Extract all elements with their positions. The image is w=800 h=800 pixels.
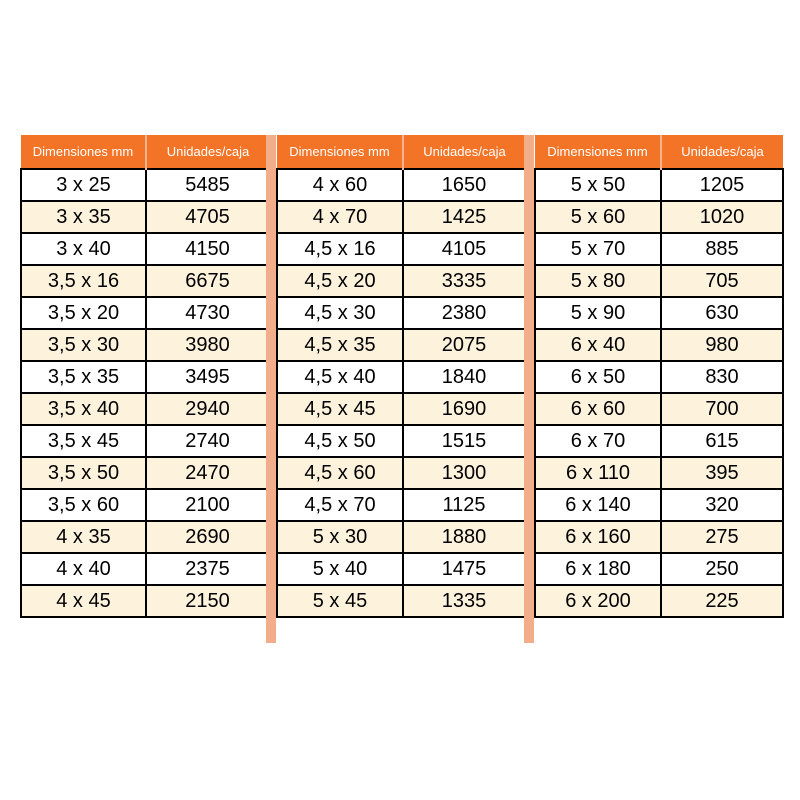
- table-row: [535, 553, 783, 585]
- units-cell: 1205: [661, 169, 783, 201]
- table-row: [535, 201, 783, 233]
- dimension-cell: 6 x 50: [535, 361, 661, 393]
- dimension-cell: 4,5 x 16: [277, 233, 403, 265]
- table-header-row: [535, 135, 783, 169]
- table-row: [277, 489, 525, 521]
- dimension-cell: 3 x 40: [21, 233, 146, 265]
- dimension-cell: 3,5 x 30: [21, 329, 146, 361]
- units-cell: 630: [661, 297, 783, 329]
- table-row: [535, 425, 783, 457]
- column-separator: [524, 135, 534, 643]
- dimension-cell: 3,5 x 35: [21, 361, 146, 393]
- units-cell: 885: [661, 233, 783, 265]
- table-body-2: [277, 169, 525, 617]
- dimension-cell: 4 x 40: [21, 553, 146, 585]
- table-row: [535, 169, 783, 201]
- dimension-cell: 5 x 90: [535, 297, 661, 329]
- dimension-cell: 3,5 x 40: [21, 393, 146, 425]
- units-cell: 5485: [146, 169, 269, 201]
- dimension-cell: 3,5 x 45: [21, 425, 146, 457]
- units-cell: 1840: [403, 361, 525, 393]
- table-row: [21, 329, 269, 361]
- table-row: [21, 297, 269, 329]
- table-row: [277, 521, 525, 553]
- dimensions-table-2: [276, 135, 526, 618]
- header-dimensions: Dimensiones mm: [277, 135, 403, 169]
- table-row: [277, 201, 525, 233]
- dimension-cell: 4 x 70: [277, 201, 403, 233]
- table-row: [535, 585, 783, 617]
- table-row: [21, 233, 269, 265]
- table-row: [535, 329, 783, 361]
- units-cell: 4730: [146, 297, 269, 329]
- header-dimensions: Dimensiones mm: [535, 135, 661, 169]
- dimension-cell: 5 x 50: [535, 169, 661, 201]
- dimension-cell: 4 x 60: [277, 169, 403, 201]
- units-cell: 3335: [403, 265, 525, 297]
- units-cell: 6675: [146, 265, 269, 297]
- table-row: [277, 169, 525, 201]
- units-cell: 2740: [146, 425, 269, 457]
- table-row: [277, 393, 525, 425]
- units-cell: 2380: [403, 297, 525, 329]
- table-row: [535, 457, 783, 489]
- units-cell: 2375: [146, 553, 269, 585]
- units-cell: 1335: [403, 585, 525, 617]
- header-units: Unidades/caja: [661, 135, 783, 169]
- dimension-cell: 3,5 x 60: [21, 489, 146, 521]
- units-cell: 705: [661, 265, 783, 297]
- table-row: [21, 169, 269, 201]
- dimensions-table-3: [534, 135, 784, 618]
- table-body-3: [535, 169, 783, 617]
- dimension-cell: 4 x 45: [21, 585, 146, 617]
- table-row: [535, 489, 783, 521]
- table-row: [277, 233, 525, 265]
- table-row: [277, 265, 525, 297]
- units-cell: 2940: [146, 393, 269, 425]
- column-separator: [266, 135, 276, 643]
- dimension-cell: 6 x 60: [535, 393, 661, 425]
- table-group-1: [20, 135, 270, 618]
- dimension-cell: 6 x 40: [535, 329, 661, 361]
- units-cell: 1125: [403, 489, 525, 521]
- units-cell: 4150: [146, 233, 269, 265]
- table-row: [277, 329, 525, 361]
- dimension-cell: 3 x 25: [21, 169, 146, 201]
- units-cell: 830: [661, 361, 783, 393]
- units-cell: 700: [661, 393, 783, 425]
- table-group-2: [276, 135, 526, 618]
- dimension-cell: 5 x 60: [535, 201, 661, 233]
- dimension-cell: 6 x 180: [535, 553, 661, 585]
- units-cell: 2100: [146, 489, 269, 521]
- dimension-cell: 4,5 x 20: [277, 265, 403, 297]
- table-body-1: [21, 169, 269, 617]
- header-units: Unidades/caja: [146, 135, 269, 169]
- table-row: [535, 233, 783, 265]
- dimension-cell: 6 x 140: [535, 489, 661, 521]
- table-row: [277, 585, 525, 617]
- table-header-row: [21, 135, 269, 169]
- units-cell: 1515: [403, 425, 525, 457]
- dimension-cell: 4,5 x 30: [277, 297, 403, 329]
- dimension-cell: 4,5 x 60: [277, 457, 403, 489]
- units-cell: 980: [661, 329, 783, 361]
- dimension-cell: 4,5 x 40: [277, 361, 403, 393]
- units-cell: 1690: [403, 393, 525, 425]
- dimension-cell: 4,5 x 70: [277, 489, 403, 521]
- units-cell: 225: [661, 585, 783, 617]
- units-cell: 4105: [403, 233, 525, 265]
- dimension-cell: 5 x 30: [277, 521, 403, 553]
- units-cell: 250: [661, 553, 783, 585]
- units-cell: 320: [661, 489, 783, 521]
- units-cell: 1880: [403, 521, 525, 553]
- units-cell: 2470: [146, 457, 269, 489]
- dimension-cell: 5 x 80: [535, 265, 661, 297]
- units-cell: 2690: [146, 521, 269, 553]
- table-row: [277, 553, 525, 585]
- table-header-row: [277, 135, 525, 169]
- units-cell: 2075: [403, 329, 525, 361]
- table-row: [21, 265, 269, 297]
- table-row: [21, 361, 269, 393]
- table-row: [21, 521, 269, 553]
- dimension-cell: 6 x 110: [535, 457, 661, 489]
- dimension-cell: 3,5 x 20: [21, 297, 146, 329]
- units-cell: 615: [661, 425, 783, 457]
- units-cell: 2150: [146, 585, 269, 617]
- header-units: Unidades/caja: [403, 135, 525, 169]
- table-row: [21, 201, 269, 233]
- table-row: [277, 361, 525, 393]
- units-cell: 1020: [661, 201, 783, 233]
- table-row: [21, 457, 269, 489]
- table-row: [277, 425, 525, 457]
- dimension-cell: 6 x 160: [535, 521, 661, 553]
- table-row: [535, 521, 783, 553]
- table-row: [535, 361, 783, 393]
- table-row: [535, 265, 783, 297]
- table-row: [21, 553, 269, 585]
- units-cell: 1425: [403, 201, 525, 233]
- dimension-cell: 5 x 45: [277, 585, 403, 617]
- dimension-cell: 6 x 200: [535, 585, 661, 617]
- dimension-cell: 4 x 35: [21, 521, 146, 553]
- table-row: [21, 425, 269, 457]
- dimensions-table-1: [20, 135, 270, 618]
- units-cell: 3980: [146, 329, 269, 361]
- dimension-cell: 5 x 70: [535, 233, 661, 265]
- header-dimensions: Dimensiones mm: [21, 135, 146, 169]
- table-row: [535, 297, 783, 329]
- dimension-cell: 3,5 x 50: [21, 457, 146, 489]
- table-row: [21, 489, 269, 521]
- table-row: [21, 393, 269, 425]
- units-cell: 1300: [403, 457, 525, 489]
- units-cell: 1475: [403, 553, 525, 585]
- table-row: [277, 457, 525, 489]
- dimension-cell: 4,5 x 50: [277, 425, 403, 457]
- table-group-3: [534, 135, 784, 618]
- table-row: [277, 297, 525, 329]
- table-row: [21, 585, 269, 617]
- units-cell: 275: [661, 521, 783, 553]
- units-cell: 3495: [146, 361, 269, 393]
- units-cell: 395: [661, 457, 783, 489]
- table-row: [535, 393, 783, 425]
- dimension-cell: 3 x 35: [21, 201, 146, 233]
- dimension-cell: 4,5 x 35: [277, 329, 403, 361]
- dimension-cell: 4,5 x 45: [277, 393, 403, 425]
- dimension-cell: 6 x 70: [535, 425, 661, 457]
- units-cell: 4705: [146, 201, 269, 233]
- dimension-cell: 3,5 x 16: [21, 265, 146, 297]
- dimension-cell: 5 x 40: [277, 553, 403, 585]
- units-cell: 1650: [403, 169, 525, 201]
